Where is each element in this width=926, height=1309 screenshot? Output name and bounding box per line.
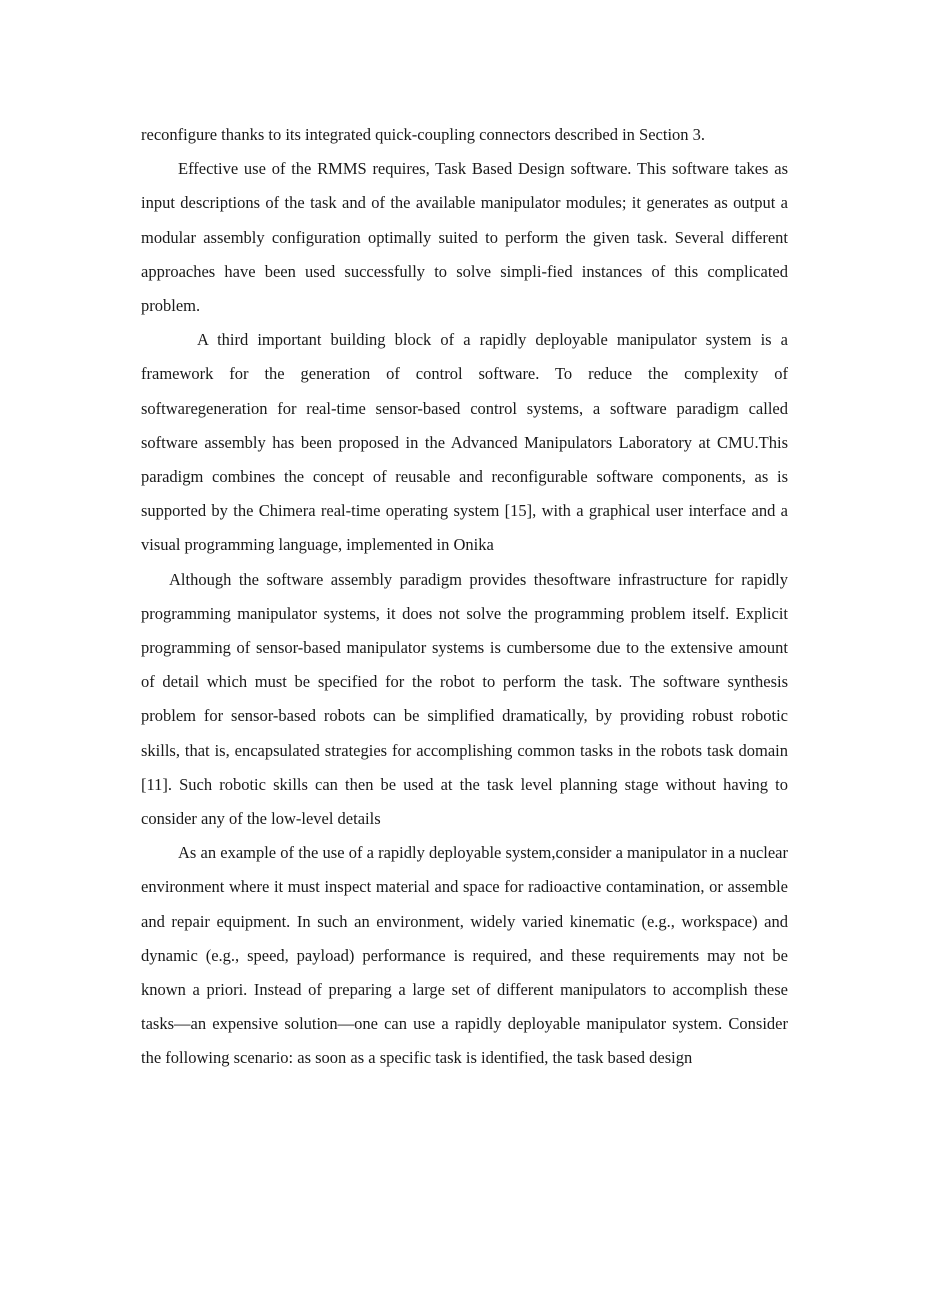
paragraph: Although the software assembly paradigm provides thesoftware infrastructure for rapidly programming manipulator systems, it does not solve the programming problem itself. Explicit programming of sensor-based manipulator systems is cumbersome due to the extensive amount of detail which must be specified for the robot to perform the task. The software synthesis problem for sensor-based robots can be simplified dramatically, by providing robust robotic skills, that is, encapsulated strategies for accomplishing common tasks in the robots task domain [11]. Such robotic skills can then be used at the task level planning stage without having to consider any of the low-level details	[141, 569, 788, 829]
paragraph: A third important building block of a rapidly deployable manipulator system is a framework for the generation of control software. To reduce the complexity of softwaregeneration for real-time sensor-based control systems, a software paradigm called software assembly has been proposed in the Advanced Manipulators Laboratory at CMU.This paradigm combines the concept of reusable and reconfigurable software components, as is supported by the Chimera real-time operating system [15], with a graphical user interface and a visual programming language, implemented in Onika	[141, 330, 788, 555]
paragraph: As an example of the use of a rapidly deployable system,consider a manipulator in a nuclear environment where it must inspect material and space for radioactive contamination, or assemble and repair equipment. In such an environment, widely varied kinematic (e.g., workspace) and dynamic (e.g., speed, payload) performance is required, and these requirements may not be known a priori. Instead of preparing a large set of different manipulators to accomplish these tasks—an expensive solution—one can use a rapidly deployable manipulator system. Consider the following scenario: as soon as a specific task is identified, the task based design	[141, 843, 788, 1068]
body-text	[141, 118, 788, 1076]
paragraph: reconfigure thanks to its integrated quick-coupling connectors described in Section 3.	[141, 125, 706, 144]
paragraph: Effective use of the RMMS requires, Task Based Design software. This software takes as input descriptions of the task and of the available manipulator modules; it generates as output a modular assembly configuration optimally suited to perform the given task. Several different approaches have been used successfully to solve simpli-fied instances of this complicated problem.	[141, 159, 788, 316]
